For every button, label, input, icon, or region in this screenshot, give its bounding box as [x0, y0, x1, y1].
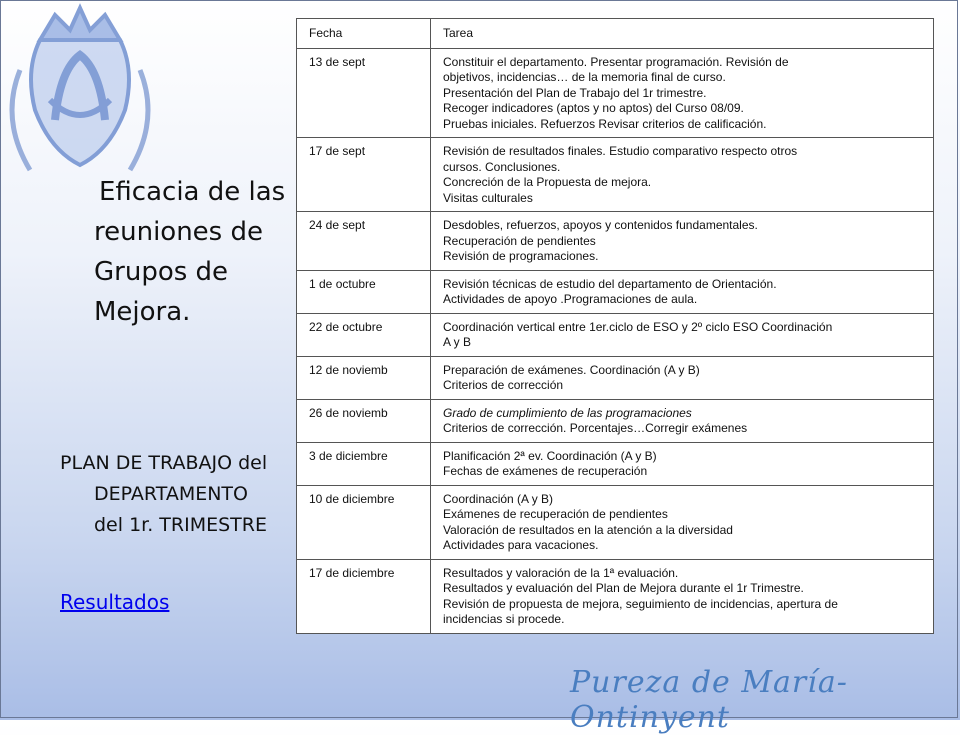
title-line: reuniones de	[94, 217, 263, 247]
task-line: objetivos, incidencias… de la memoria final de curso.	[443, 70, 726, 84]
table-row	[297, 212, 934, 271]
task-cell	[431, 485, 934, 559]
task-line: Desdobles, refuerzos, apoyos y contenidos fundamentales.	[443, 218, 758, 232]
task-line: Visitas culturales	[443, 190, 533, 205]
schedule-table	[296, 18, 934, 634]
table-header-row	[297, 19, 934, 49]
task-line: Planificación 2ª ev. Coordinación (A y B)	[443, 448, 657, 463]
date-cell: 17 de diciembre	[297, 559, 431, 633]
task-line: Fechas de exámenes de recuperación	[443, 464, 648, 478]
table-row	[297, 138, 934, 212]
column-header-tarea: Tarea	[431, 19, 934, 49]
table-row	[297, 313, 934, 356]
table-row	[297, 399, 934, 442]
table-row	[297, 270, 934, 313]
table-row	[297, 559, 934, 633]
date-cell: 3 de diciembre	[297, 442, 431, 485]
task-cell	[431, 212, 934, 271]
schedule-table-wrapper	[296, 18, 934, 634]
task-line: Grado de cumplimiento de las programaciones	[443, 405, 692, 420]
task-cell	[431, 442, 934, 485]
task-line: Actividades de apoyo .Programaciones de aula.	[443, 292, 698, 306]
date-cell: 22 de octubre	[297, 313, 431, 356]
task-line: Actividades para vacaciones.	[443, 538, 599, 552]
table-body	[297, 48, 934, 633]
task-line: Valoración de resultados en la atención a la diversidad	[443, 522, 733, 537]
task-line: incidencias si procede.	[443, 612, 565, 626]
task-line: Revisión técnicas de estudio del departamento de Orientación.	[443, 276, 777, 291]
title-line: Grupos de	[94, 257, 229, 287]
task-line: Criterios de corrección. Porcentajes…Corregir exámenes	[443, 421, 748, 435]
title-line: Mejora.	[94, 297, 191, 327]
date-cell: 12 de noviemb	[297, 356, 431, 399]
task-line: Recoger indicadores (aptos y no aptos) del Curso 08/09.	[443, 101, 744, 115]
table-row	[297, 485, 934, 559]
task-line: cursos. Conclusiones.	[443, 159, 561, 174]
task-cell	[431, 356, 934, 399]
task-line: Revisión de propuesta de mejora, seguimiento de incidencias, apertura de	[443, 596, 838, 611]
plan-line: del 1r. TRIMESTRE	[94, 514, 267, 536]
plan-heading	[60, 448, 310, 541]
footer-signature: Pureza de María-Ontinyent	[570, 665, 848, 735]
date-cell: 10 de diciembre	[297, 485, 431, 559]
slide-title	[60, 172, 320, 332]
task-line: Concreción de la Propuesta de mejora.	[443, 175, 652, 189]
task-line: Resultados y evaluación del Plan de Mejora durante el 1r Trimestre.	[443, 581, 804, 595]
task-line: Revisión de programaciones.	[443, 249, 599, 263]
table-row	[297, 356, 934, 399]
task-line: Exámenes de recuperación de pendientes	[443, 507, 668, 521]
task-line: Coordinación vertical entre 1er.ciclo de ESO y 2º ciclo ESO Coordinación	[443, 319, 833, 334]
date-cell: 24 de sept	[297, 212, 431, 271]
plan-line: PLAN DE TRABAJO del	[60, 452, 268, 474]
task-line: A y B	[443, 335, 472, 349]
task-line: Preparación de exámenes. Coordinación (A y B)	[443, 362, 700, 377]
date-cell: 13 de sept	[297, 48, 431, 138]
task-line: Coordinación (A y B)	[443, 491, 554, 506]
school-crest-logo	[0, 0, 160, 190]
task-line: Constituir el departamento. Presentar programación. Revisión de	[443, 54, 789, 69]
table-row	[297, 48, 934, 138]
task-line: Presentación del Plan de Trabajo del 1r trimestre.	[443, 85, 707, 100]
column-header-fecha: Fecha	[297, 19, 431, 49]
task-line: Criterios de corrección	[443, 378, 564, 392]
task-cell	[431, 138, 934, 212]
date-cell: 1 de octubre	[297, 270, 431, 313]
task-cell	[431, 270, 934, 313]
title-line: Eficacia de las	[99, 177, 286, 207]
resultados-link[interactable]: Resultados	[60, 590, 170, 614]
task-cell	[431, 48, 934, 138]
task-line: Revisión de resultados finales. Estudio comparativo respecto otros	[443, 144, 798, 158]
task-line: Resultados y valoración de la 1ª evaluación.	[443, 565, 679, 580]
task-cell	[431, 313, 934, 356]
task-cell	[431, 559, 934, 633]
task-cell	[431, 399, 934, 442]
date-cell: 17 de sept	[297, 138, 431, 212]
table-row	[297, 442, 934, 485]
plan-line: DEPARTAMENTO	[94, 483, 248, 505]
date-cell: 26 de noviemb	[297, 399, 431, 442]
task-line: Pruebas iniciales. Refuerzos Revisar criterios de calificación.	[443, 116, 767, 131]
task-line: Recuperación de pendientes	[443, 233, 596, 248]
